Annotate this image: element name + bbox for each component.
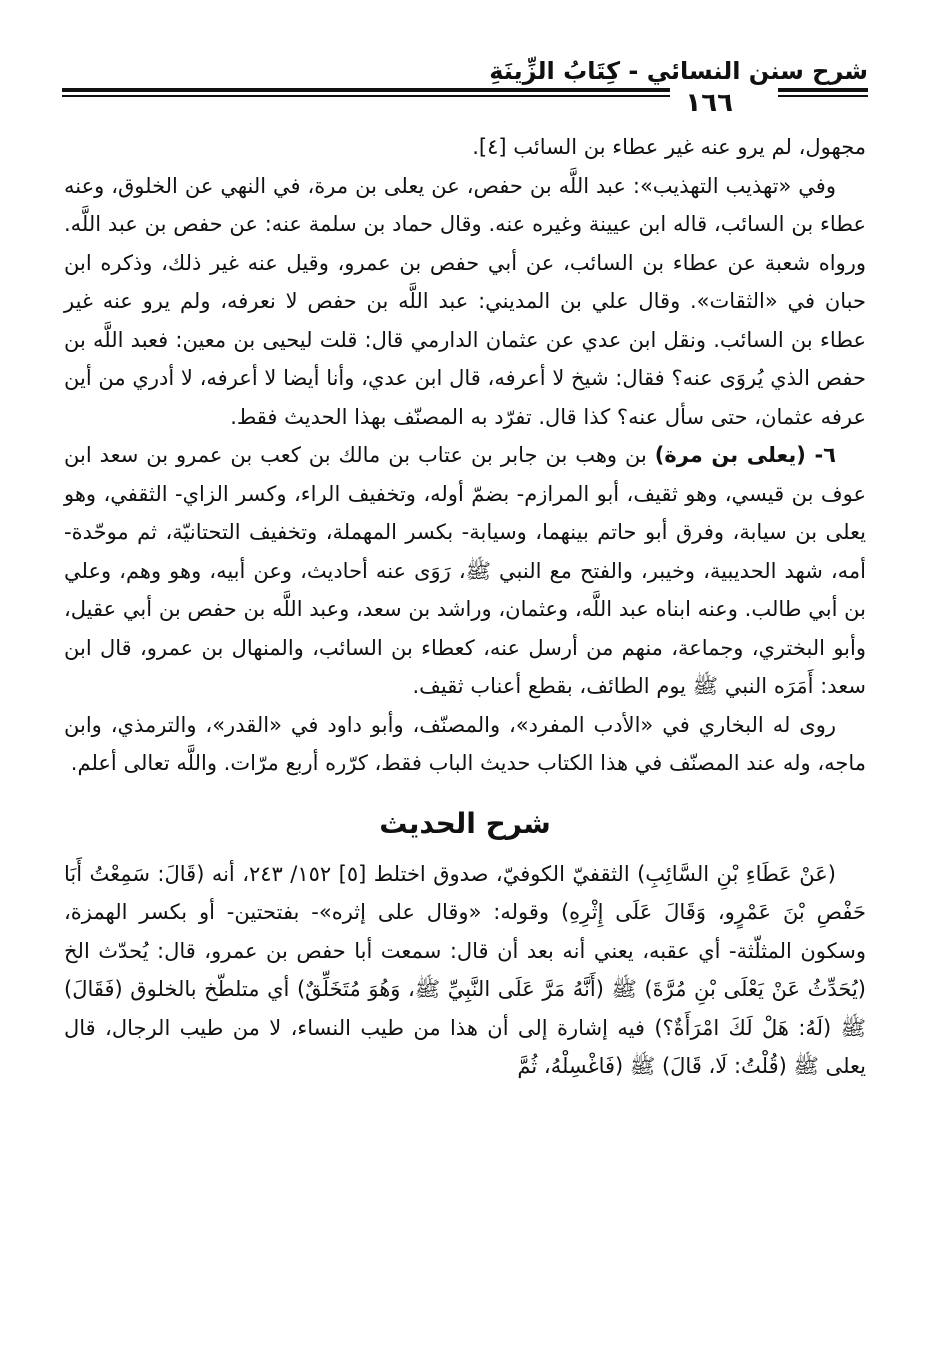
paragraph-tahdhib: وفي «تهذيب التهذيب»: عبد اللَّه بن حفص، عن يعلى بن مرة، في النهي عن الخلوق، وعنه عطاء بن السائب، قاله ابن عيينة وغيره عنه. وقال حماد بن سلمة عنه: عن حفص بن عبد اللَّه. ورواه شعبة عن عطاء بن السائب، عن أبي حفص بن عمرو، وقيل عنه غير ذلك، وذكره ابن حبان في «الثقات». وقال علي بن المديني: عبد اللَّه بن حفص لا نعرفه، ولم يرو عنه غير عطاء بن السائب. ونقل ابن عدي عن عثمان الدارمي قال: قلت ليحيى بن معين: فعبد اللَّه بن حفص الذي يُروَى عنه؟ فقال: شيخ لا أعرفه، قال ابن عدي، وأنا أيضا لا أعرفه، لا أدري من أين عرفه عثمان، حتى سأل عنه؟ كذا قال. تفرّد به المصنّف بهذا الحديث فقط. [64, 173, 866, 429]
paragraph-hadith-commentary: (عَنْ عَطَاءِ بْنِ السَّائِبِ) الثقفيّ الكوفيّ، صدوق اختلط [٥] ١٥٢/ ٢٤٣، أنه (قَالَ: سَمِعْتُ أَبَا حَفْصِ بْنَ عَمْرٍو، وَقَالَ عَلَى إِثْرِهِ) وقوله: «وقال على إثره»- بفتحتين- أو بكسر الهمزة، وسكون المثلّثة- أي عقبه، يعني أنه بعد أن قال: سمعت أبا حفص بن عمرو، قال: يُحدّث الخ (يُحَدِّثُ عَنْ يَعْلَى بْنِ مُرَّةَ) ﷺ (أَنَّهُ مَرَّ عَلَى النَّبِيِّ ﷺ، وَهُوَ مُتَخَلِّقٌ) أي متلطّخ بالخلوق (فَقَالَ) ﷺ (لَهُ: هَلْ لَكَ امْرَأَةٌ؟) فيه إشارة إلى أن هذا من طيب النساء، لا من طيب الرجال، قال يعلى ﷺ (قُلْتُ: لَا، قَالَ) ﷺ (فَاغْسِلْهُ، ثُمَّ [64, 861, 866, 1078]
narrator-name: ٦- (يعلى بن مرة) [654, 443, 836, 467]
section-heading: شرح الحديث [379, 806, 551, 840]
header-rule-right [778, 88, 868, 98]
page-body [64, 128, 866, 1086]
rule-thin-line [62, 95, 670, 97]
narrator-bio: بن وهب بن جابر بن عتاب بن مالك بن كعب بن عمرو بن سعد ابن عوف بن قيسي، وهو ثقيف، أبو المرازم- بضمّ أوله، وتخفيف الراء، وكسر الزاي- الثقفي، وهو يعلى بن سيابة، وفرق أبو حاتم بينهما، وسيابة- بكسر المهملة، وتخفيف التحتانيّة، ثم موحّدة- أمه، شهد الحديبية، وخيبر، والفتح مع النبي ﷺ، رَوَى عنه أحاديث، وعن أبيه، وهو وهم، وعلي بن أبي طالب. وعنه ابناه عبد اللَّه، وعثمان، وراشد بن سعد، وعبد اللَّه بن حفص بن أبي عقيل، وأبو البختري، وجماعة، منهم من أرسل عنه، كعطاء بن السائب، والمنهال بن عمرو، قال ابن سعد: أَمَرَه النبي ﷺ يوم الطائف، بقطع أعناب ثقيف. [64, 443, 866, 698]
rule-thin-line [778, 95, 868, 97]
paragraph-narrator-6 [64, 436, 866, 706]
rule-thick-line [778, 88, 868, 92]
paragraph-1: مجهول، لم يرو عنه غير عطاء بن السائب [٤]. [472, 135, 866, 159]
header-rule-left [62, 88, 670, 98]
page-number: ١٦٦ [685, 88, 733, 118]
running-title: شرح سنن النسائي - كِتَابُ الزِّينَةِ [489, 57, 868, 85]
rule-thick-line [62, 88, 670, 92]
page-header [62, 52, 868, 118]
paragraph-narrated-by: روى له البخاري في «الأدب المفرد»، والمصنّف، وأبو داود في «القدر»، والترمذي، وابن ماجه، وله عند المصنّف في هذا الكتاب حديث الباب فقط، كرّره أربع مرّات. واللَّه تعالى أعلم. [64, 712, 866, 775]
